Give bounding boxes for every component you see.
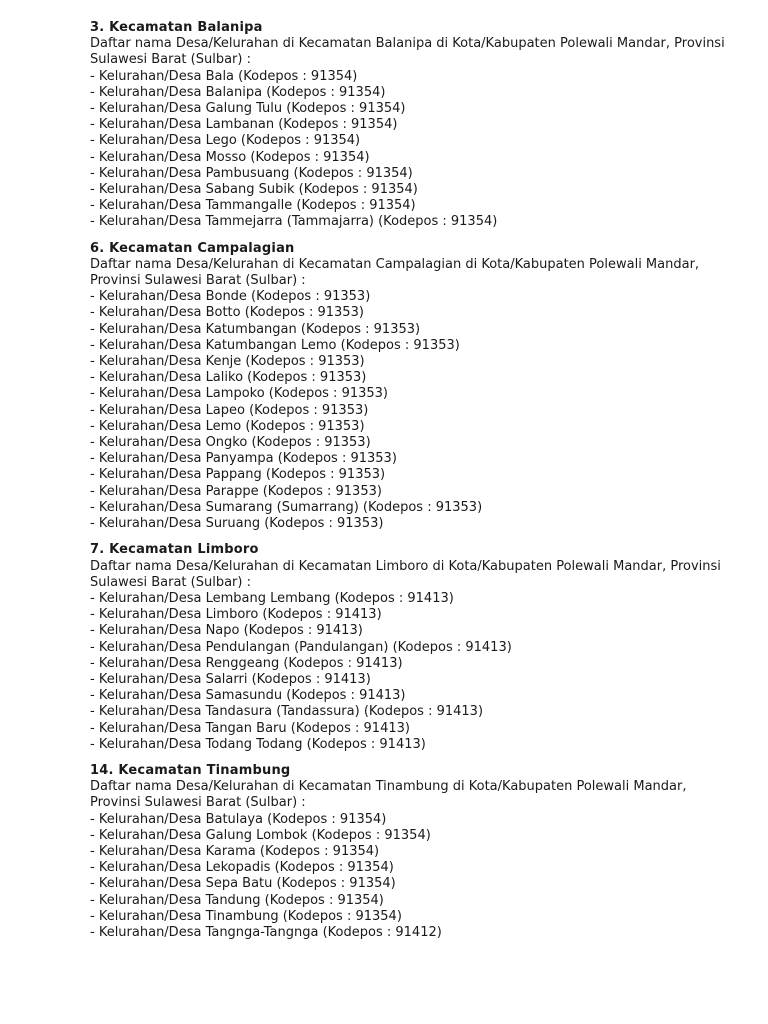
list-item: - Kelurahan/Desa Parappe (Kodepos : 91353) [90,483,382,499]
section-description: Daftar nama Desa/Kelurahan di Kecamatan Campalagian di Kota/Kabupaten Polewali Mandar, Provinsi Sulawesi Barat (Sulbar) : [90,256,700,289]
list-item: - Kelurahan/Desa Katumbangan (Kodepos : 91353) [90,321,421,337]
list-item: - Kelurahan/Desa Kenje (Kodepos : 91353) [90,354,365,370]
list-item: - Kelurahan/Desa Bonde (Kodepos : 91353) [90,289,371,305]
section-title: 7. Kecamatan Limboro [90,542,259,558]
list-item: - Kelurahan/Desa Lego (Kodepos : 91354) [90,133,361,149]
section-description: Daftar nama Desa/Kelurahan di Kecamatan Balanipa di Kota/Kabupaten Polewali Mandar, Provinsi Sulawesi Barat (Sulbar) : [90,36,725,68]
list-item: - Kelurahan/Desa Galung Lombok (Kodepos : 91354) [90,827,431,843]
village-list [90,591,730,753]
list-item: - Kelurahan/Desa Lembang Lembang (Kodepos : 91413) [90,590,454,606]
list-item: - Kelurahan/Desa Mosso (Kodepos : 91354) [90,149,370,165]
list-item: - Kelurahan/Desa Lapeo (Kodepos : 91353) [90,402,369,418]
list-item: - Kelurahan/Desa Lampoko (Kodepos : 91353) [90,386,388,402]
list-item: - Kelurahan/Desa Todang Todang (Kodepos : 91413) [90,736,426,752]
list-item: - Kelurahan/Desa Tammejarra (Tammajarra) (Kodepos : 91354) [90,214,498,230]
list-item: - Kelurahan/Desa Karama (Kodepos : 91354) [90,843,380,859]
section-balanipa [90,20,730,231]
section-campalagian [90,241,730,533]
list-item: - Kelurahan/Desa Tangnga-Tangnga (Kodepos : 91412) [90,924,442,940]
list-item: - Kelurahan/Desa Botto (Kodepos : 91353) [90,305,364,321]
list-item: - Kelurahan/Desa Pendulangan (Pandulangan) (Kodepos : 91413) [90,639,512,655]
list-item: - Kelurahan/Desa Bala (Kodepos : 91354) [90,68,358,84]
list-item: - Kelurahan/Desa Balanipa (Kodepos : 91354) [90,84,386,100]
document-page [90,20,730,951]
list-item: - Kelurahan/Desa Sepa Batu (Kodepos : 91354) [90,876,396,892]
list-item: - Kelurahan/Desa Lambanan (Kodepos : 91354) [90,117,398,133]
section-title: 14. Kecamatan Tinambung [90,762,291,778]
section-limboro [90,542,730,753]
list-item: - Kelurahan/Desa Tandung (Kodepos : 91354) [90,892,384,908]
list-item: - Kelurahan/Desa Pappang (Kodepos : 91353) [90,467,386,483]
list-item: - Kelurahan/Desa Renggeang (Kodepos : 91413) [90,655,403,671]
list-item: - Kelurahan/Desa Salarri (Kodepos : 91413) [90,671,371,687]
section-title: 3. Kecamatan Balanipa [90,20,263,35]
section-tinambung [90,763,730,941]
section-description: Daftar nama Desa/Kelurahan di Kecamatan Tinambung di Kota/Kabupaten Polewali Mandar, Provinsi Sulawesi Barat (Sulbar) : [90,779,687,811]
list-item: - Kelurahan/Desa Samasundu (Kodepos : 91413) [90,688,406,704]
list-item: - Kelurahan/Desa Pambusuang (Kodepos : 91354) [90,165,413,181]
list-item: - Kelurahan/Desa Laliko (Kodepos : 91353) [90,370,367,386]
list-item: - Kelurahan/Desa Panyampa (Kodepos : 91353) [90,451,397,467]
section-description: Daftar nama Desa/Kelurahan di Kecamatan Limboro di Kota/Kabupaten Polewali Mandar, Provinsi Sulawesi Barat (Sulbar) : [90,558,721,590]
list-item: - Kelurahan/Desa Lekopadis (Kodepos : 91354) [90,860,394,876]
list-item: - Kelurahan/Desa Sumarang (Sumarrang) (Kodepos : 91353) [90,499,483,515]
list-item: - Kelurahan/Desa Galung Tulu (Kodepos : 91354) [90,101,406,117]
list-item: - Kelurahan/Desa Batulaya (Kodepos : 91354) [90,811,387,827]
list-item: - Kelurahan/Desa Katumbangan Lemo (Kodepos : 91353) [90,337,460,353]
village-list [90,69,730,231]
section-title: 6. Kecamatan Campalagian [90,240,295,256]
village-list [90,289,730,532]
list-item: - Kelurahan/Desa Suruang (Kodepos : 91353) [90,516,384,532]
list-item: - Kelurahan/Desa Tammangalle (Kodepos : 91354) [90,198,416,214]
list-item: - Kelurahan/Desa Limboro (Kodepos : 91413) [90,607,382,623]
list-item: - Kelurahan/Desa Lemo (Kodepos : 91353) [90,418,365,434]
list-item: - Kelurahan/Desa Tandasura (Tandassura) (Kodepos : 91413) [90,704,484,720]
list-item: - Kelurahan/Desa Tinambung (Kodepos : 91354) [90,908,402,924]
village-list [90,812,730,942]
list-item: - Kelurahan/Desa Ongko (Kodepos : 91353) [90,435,371,451]
list-item: - Kelurahan/Desa Sabang Subik (Kodepos : 91354) [90,182,418,198]
list-item: - Kelurahan/Desa Tangan Baru (Kodepos : 91413) [90,720,410,736]
list-item: - Kelurahan/Desa Napo (Kodepos : 91413) [90,623,363,639]
